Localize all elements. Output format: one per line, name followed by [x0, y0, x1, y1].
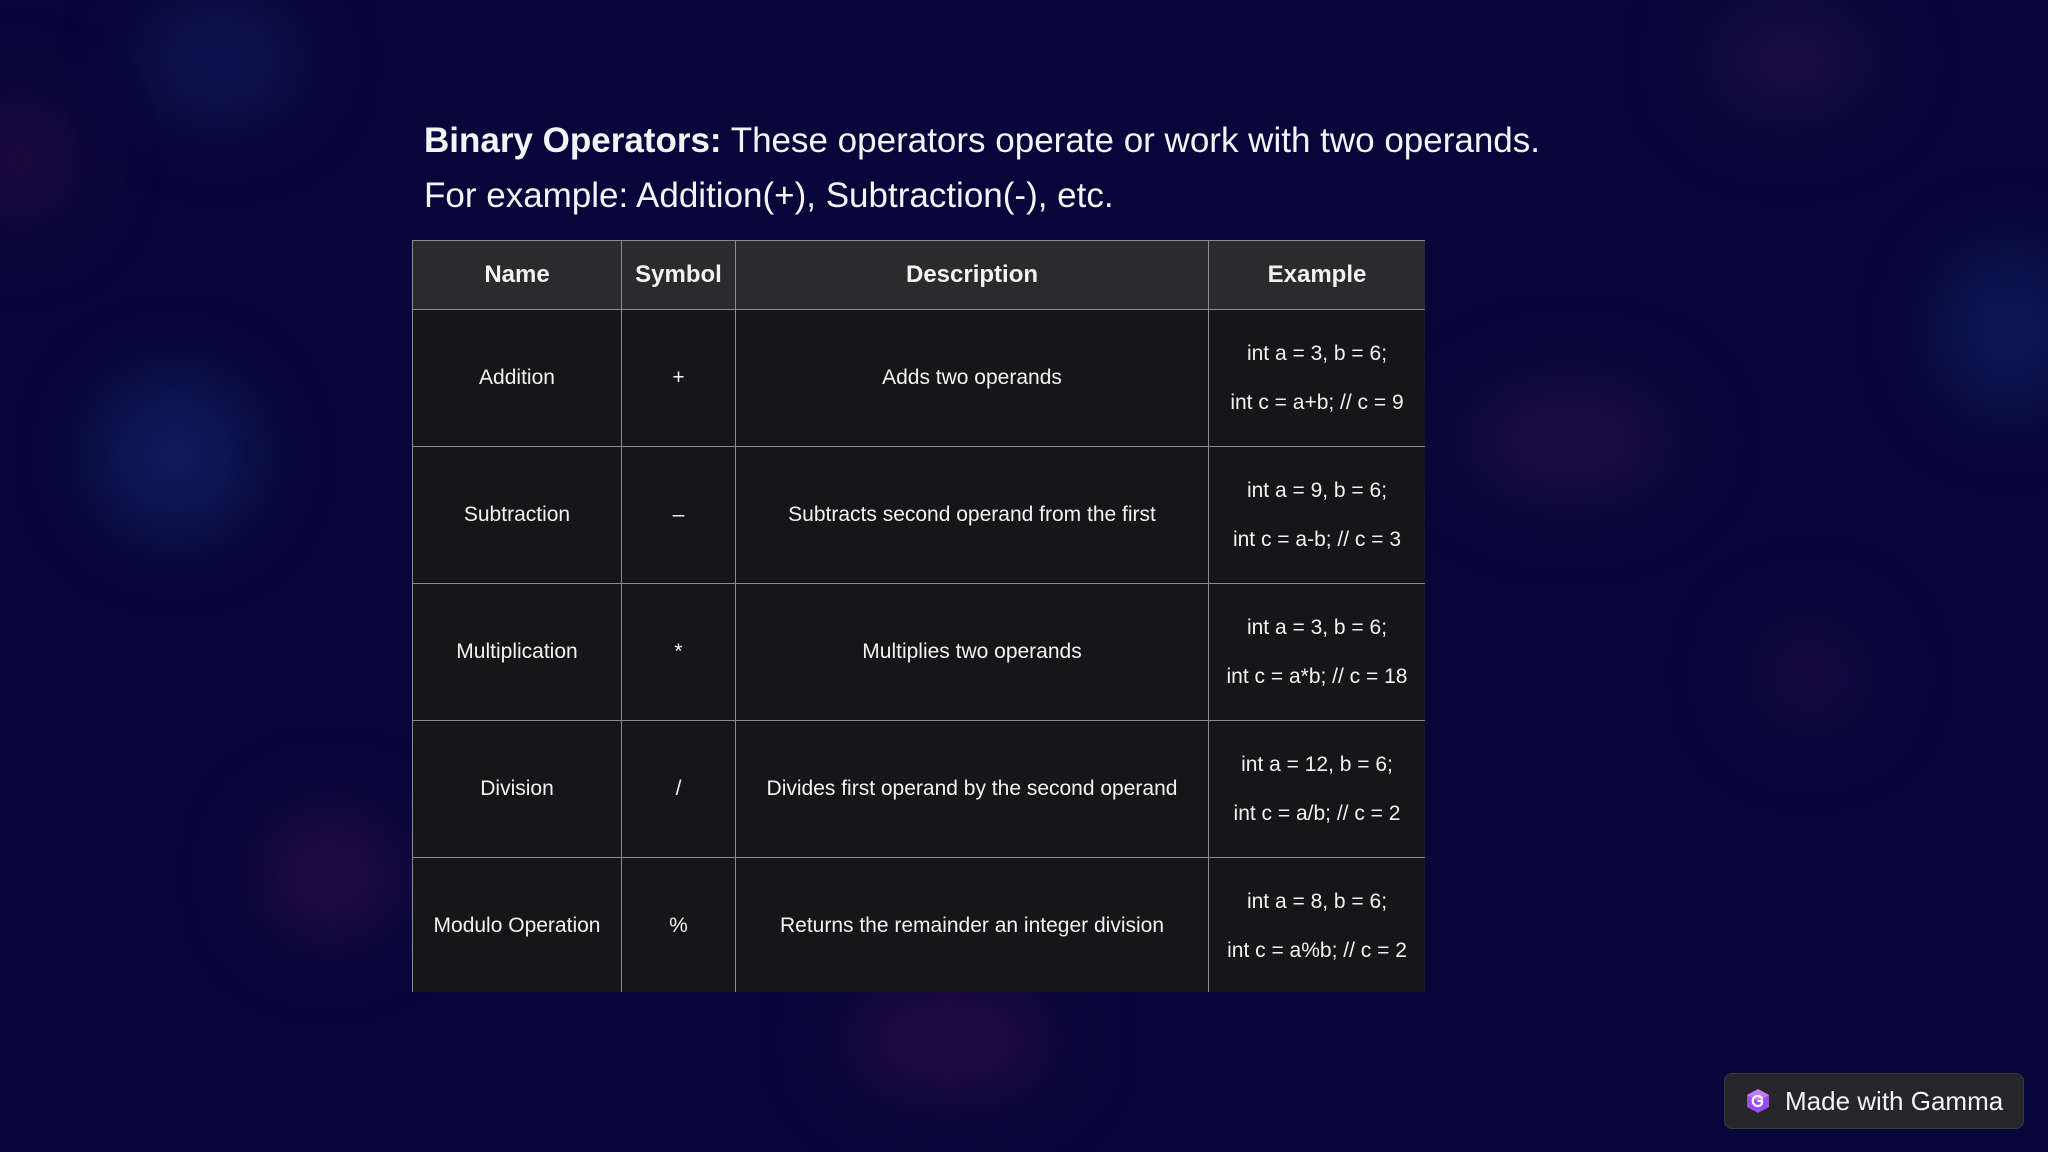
header-description: Description	[736, 241, 1209, 310]
table-row	[413, 721, 1426, 858]
intro-line-2: For example: Addition(+), Subtraction(-), etc.	[424, 176, 1114, 215]
background-glow	[0, 90, 80, 230]
example-line: int c = a+b; // c = 9	[1230, 391, 1404, 414]
example-line: int c = a*b; // c = 18	[1226, 665, 1408, 688]
example-line: int c = a%b; // c = 2	[1227, 939, 1407, 962]
background-glow	[1750, 620, 1870, 730]
intro-paragraph	[424, 113, 1724, 223]
cell-name: Modulo Operation	[413, 858, 622, 993]
cell-example	[1209, 584, 1426, 721]
background-glow	[100, 380, 250, 530]
table-header-row	[413, 241, 1426, 310]
background-glow	[1700, 0, 1880, 120]
background-glow	[1460, 380, 1680, 500]
cell-description: Multiplies two operands	[736, 584, 1209, 721]
example-line: int a = 9, b = 6;	[1246, 479, 1388, 502]
made-with-gamma-button[interactable]	[1724, 1073, 2024, 1129]
example-line: int a = 8, b = 6;	[1246, 890, 1388, 913]
cell-description: Subtracts second operand from the first	[736, 447, 1209, 584]
cell-symbol: /	[622, 721, 736, 858]
background-glow	[840, 980, 1060, 1100]
example-line: int c = a-b; // c = 3	[1232, 528, 1402, 551]
cell-example	[1209, 858, 1426, 993]
table-row	[413, 858, 1426, 993]
cell-description: Adds two operands	[736, 310, 1209, 447]
cell-example	[1209, 310, 1426, 447]
example-line: int a = 3, b = 6;	[1246, 342, 1388, 365]
operators-table	[412, 240, 1425, 992]
example-line: int c = a/b; // c = 2	[1233, 802, 1401, 825]
cell-name: Subtraction	[413, 447, 622, 584]
cell-name: Multiplication	[413, 584, 622, 721]
intro-title: Binary Operators:	[424, 121, 722, 160]
table-row	[413, 310, 1426, 447]
cell-symbol: –	[622, 447, 736, 584]
header-name: Name	[413, 241, 622, 310]
intro-text: These operators operate or work with two operands.	[730, 121, 1540, 160]
example-line: int a = 12, b = 6;	[1241, 753, 1393, 776]
table-row	[413, 584, 1426, 721]
badge-label: Made with Gamma	[1785, 1085, 2004, 1116]
cell-description: Returns the remainder an integer division	[736, 858, 1209, 993]
cell-description: Divides first operand by the second operand	[736, 721, 1209, 858]
cell-example	[1209, 721, 1426, 858]
cell-symbol: *	[622, 584, 736, 721]
example-line: int a = 3, b = 6;	[1246, 616, 1388, 639]
table-row	[413, 447, 1426, 584]
operators-table-container	[412, 240, 1425, 992]
background-glow	[260, 810, 400, 940]
cell-symbol: +	[622, 310, 736, 447]
background-glow	[1940, 250, 2048, 410]
cell-example	[1209, 447, 1426, 584]
header-symbol: Symbol	[622, 241, 736, 310]
background-glow	[140, 0, 300, 120]
cell-name: Addition	[413, 310, 622, 447]
gamma-logo-icon	[1745, 1088, 1771, 1114]
header-example: Example	[1209, 241, 1426, 310]
cell-name: Division	[413, 721, 622, 858]
intro-line-1	[424, 113, 1724, 168]
cell-symbol: %	[622, 858, 736, 993]
